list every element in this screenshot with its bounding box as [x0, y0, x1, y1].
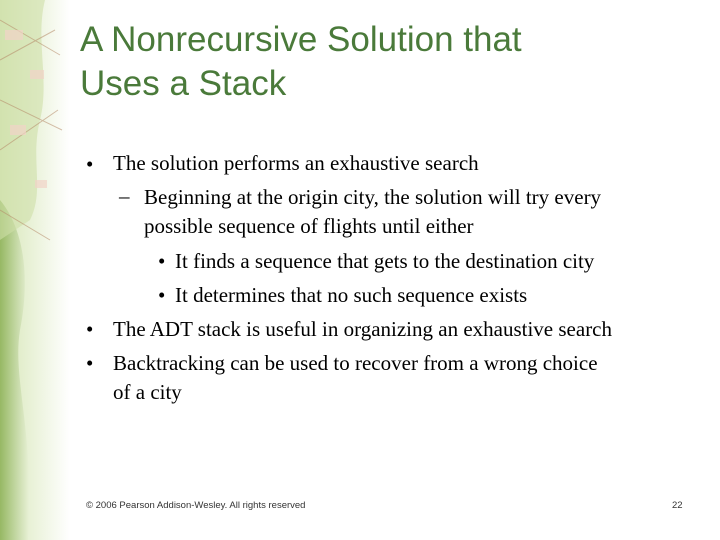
title-line-2: Uses a Stack [80, 64, 287, 103]
sub-sub-bullet-marker: • [158, 249, 166, 273]
sub-bullet-text-cont: possible sequence of flights until either [144, 214, 474, 238]
bullet-marker: • [86, 317, 94, 341]
bullet-text: The ADT stack is useful in organizing an exhaustive search [113, 317, 613, 341]
bullet-text-cont: of a city [113, 380, 182, 404]
bullet-marker: • [86, 152, 94, 176]
page-number: 22 [672, 500, 683, 511]
title-line-1: A Nonrecursive Solution that [80, 20, 522, 59]
decorative-left-strip [0, 0, 70, 540]
sub-bullet-marker: – [119, 184, 130, 208]
bullet-marker: • [86, 351, 94, 375]
sub-sub-bullet-marker: • [158, 283, 166, 307]
sub-sub-bullet-text: It determines that no such sequence exists [175, 283, 528, 307]
footer-copyright: © 2006 Pearson Addison-Wesley. All rights reserved [86, 500, 306, 511]
bullet-text: The solution performs an exhaustive search [113, 151, 479, 175]
slide-title [80, 18, 700, 106]
bullet-text: Backtracking can be used to recover from a wrong choice [113, 351, 598, 375]
sub-bullet-text: Beginning at the origin city, the solution will try every [144, 185, 602, 209]
sub-sub-bullet-text: It finds a sequence that gets to the destination city [175, 249, 595, 273]
